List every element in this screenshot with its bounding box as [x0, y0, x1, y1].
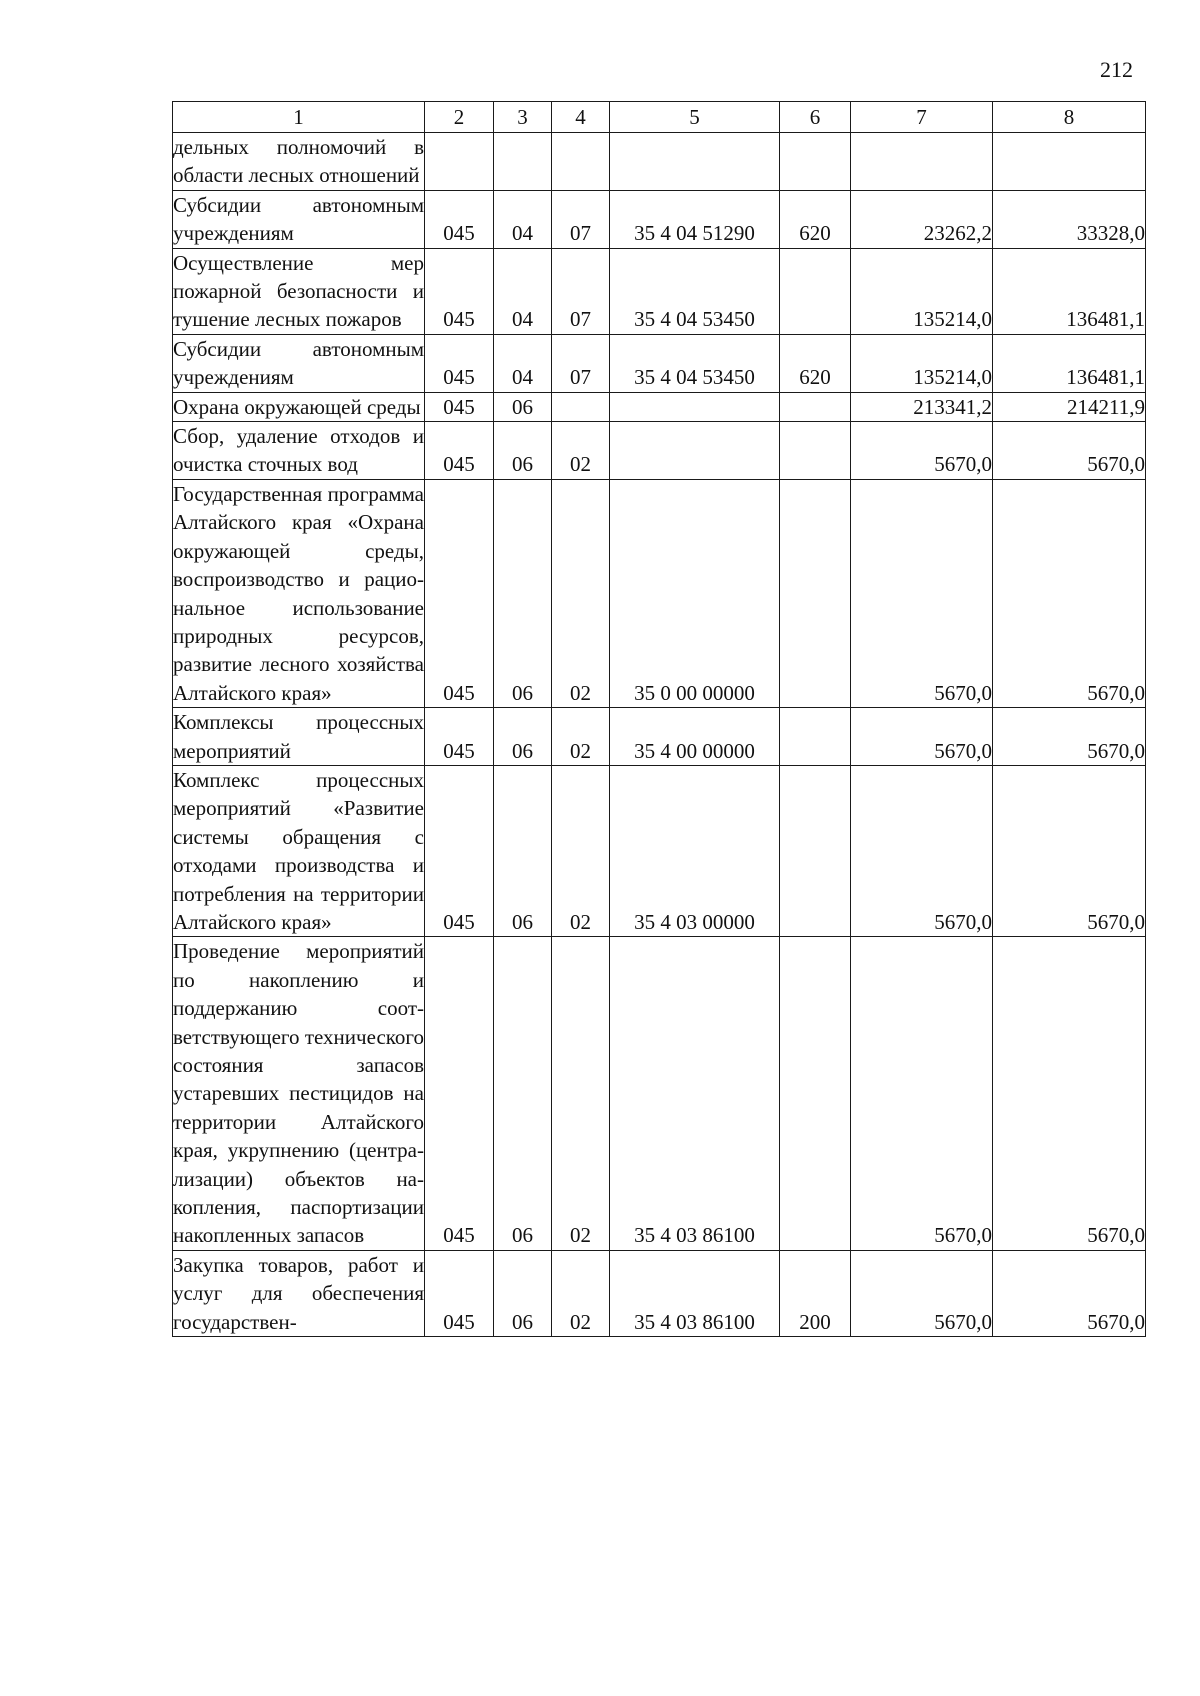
row-name: Комплексы процессных мероприятий — [173, 708, 425, 766]
table-row — [173, 765, 1146, 936]
col-header-8: 8 — [993, 102, 1146, 133]
cell-ministry: 045 — [425, 422, 494, 480]
cell-amount-2 — [993, 133, 1146, 191]
cell-section: 06 — [494, 422, 552, 480]
budget-table — [172, 101, 1146, 1337]
table-row — [173, 392, 1146, 421]
cell-amount-2: 214211,9 — [993, 392, 1146, 421]
cell-section: 06 — [494, 392, 552, 421]
cell-subsection: 02 — [552, 479, 610, 707]
row-name: дельных полномочий в области лесных отношений — [173, 133, 425, 191]
cell-target-article — [610, 422, 780, 480]
cell-ministry: 045 — [425, 248, 494, 334]
cell-target-article: 35 0 00 00000 — [610, 479, 780, 707]
table-row — [173, 248, 1146, 334]
cell-amount-1: 5670,0 — [851, 765, 993, 936]
cell-section: 06 — [494, 765, 552, 936]
col-header-4: 4 — [552, 102, 610, 133]
col-header-3: 3 — [494, 102, 552, 133]
cell-amount-2: 5670,0 — [993, 937, 1146, 1250]
col-header-1: 1 — [173, 102, 425, 133]
cell-expense-type: 200 — [780, 1250, 851, 1336]
cell-subsection: 07 — [552, 190, 610, 248]
row-name: Сбор, удаление отходов и очистка сточных вод — [173, 422, 425, 480]
cell-subsection: 02 — [552, 937, 610, 1250]
cell-amount-1: 213341,2 — [851, 392, 993, 421]
cell-target-article: 35 4 04 53450 — [610, 334, 780, 392]
cell-amount-1: 5670,0 — [851, 708, 993, 766]
cell-section — [494, 133, 552, 191]
cell-amount-2: 5670,0 — [993, 708, 1146, 766]
cell-amount-1: 23262,2 — [851, 190, 993, 248]
cell-expense-type — [780, 708, 851, 766]
cell-section: 06 — [494, 708, 552, 766]
table-row — [173, 708, 1146, 766]
cell-section: 04 — [494, 334, 552, 392]
col-header-5: 5 — [610, 102, 780, 133]
cell-target-article: 35 4 04 51290 — [610, 190, 780, 248]
row-name: Комплекс процессных мероприятий «Развитие системы обращения с отходами производства и потребления на территории Алтайского края» — [173, 765, 425, 936]
cell-expense-type — [780, 765, 851, 936]
cell-ministry: 045 — [425, 1250, 494, 1336]
table-row — [173, 1250, 1146, 1336]
cell-amount-1: 5670,0 — [851, 479, 993, 707]
page-number: 212 — [1100, 57, 1133, 82]
cell-ministry: 045 — [425, 937, 494, 1250]
table-row — [173, 422, 1146, 480]
cell-expense-type — [780, 937, 851, 1250]
cell-section: 06 — [494, 937, 552, 1250]
cell-target-article: 35 4 00 00000 — [610, 708, 780, 766]
cell-ministry: 045 — [425, 334, 494, 392]
cell-amount-2: 136481,1 — [993, 248, 1146, 334]
cell-subsection: 02 — [552, 708, 610, 766]
cell-subsection: 07 — [552, 248, 610, 334]
row-name: Проведение мероприятий по накоплению и поддержанию соответствующего технического состояния запасов устаревших пестицидов на территории Алтайского края, укрупнению (централизации) объектов накопления, паспортизации накопленных запасов — [173, 937, 425, 1250]
cell-amount-1: 5670,0 — [851, 937, 993, 1250]
cell-target-article: 35 4 03 86100 — [610, 1250, 780, 1336]
cell-ministry: 045 — [425, 765, 494, 936]
table-row — [173, 479, 1146, 707]
cell-amount-1: 5670,0 — [851, 422, 993, 480]
cell-amount-1 — [851, 133, 993, 191]
cell-subsection — [552, 133, 610, 191]
cell-ministry: 045 — [425, 479, 494, 707]
cell-amount-2: 136481,1 — [993, 334, 1146, 392]
cell-amount-2: 5670,0 — [993, 1250, 1146, 1336]
cell-expense-type — [780, 479, 851, 707]
cell-target-article: 35 4 03 00000 — [610, 765, 780, 936]
cell-target-article — [610, 392, 780, 421]
row-name: Осуществление мер пожарной безопасности и тушение лесных пожаров — [173, 248, 425, 334]
cell-amount-2: 5670,0 — [993, 422, 1146, 480]
cell-target-article — [610, 133, 780, 191]
col-header-7: 7 — [851, 102, 993, 133]
cell-section: 04 — [494, 248, 552, 334]
row-name: Субсидии автономным учреждениям — [173, 190, 425, 248]
cell-expense-type: 620 — [780, 190, 851, 248]
row-name: Охрана окружающей среды — [173, 392, 425, 421]
cell-section: 06 — [494, 479, 552, 707]
cell-expense-type: 620 — [780, 334, 851, 392]
cell-section: 06 — [494, 1250, 552, 1336]
cell-target-article: 35 4 03 86100 — [610, 937, 780, 1250]
cell-subsection: 02 — [552, 422, 610, 480]
cell-expense-type — [780, 133, 851, 191]
col-header-6: 6 — [780, 102, 851, 133]
cell-subsection: 02 — [552, 765, 610, 936]
table-row — [173, 937, 1146, 1250]
cell-expense-type — [780, 392, 851, 421]
cell-target-article: 35 4 04 53450 — [610, 248, 780, 334]
col-header-2: 2 — [425, 102, 494, 133]
cell-ministry — [425, 133, 494, 191]
cell-expense-type — [780, 422, 851, 480]
table-row — [173, 190, 1146, 248]
row-name: Закупка товаров, работ и услуг для обеспечения государствен- — [173, 1250, 425, 1336]
cell-subsection: 02 — [552, 1250, 610, 1336]
cell-subsection — [552, 392, 610, 421]
cell-amount-1: 135214,0 — [851, 248, 993, 334]
cell-amount-2: 33328,0 — [993, 190, 1146, 248]
cell-subsection: 07 — [552, 334, 610, 392]
row-name: Государственная программа Алтайского края «Охрана окружающей среды, воспроизводство и рациональное использование природных ресурсов, развитие лесного хозяйства Алтайского края» — [173, 479, 425, 707]
table-row — [173, 334, 1146, 392]
row-name: Субсидии автономным учреждениям — [173, 334, 425, 392]
table-row — [173, 133, 1146, 191]
cell-ministry: 045 — [425, 190, 494, 248]
cell-section: 04 — [494, 190, 552, 248]
cell-amount-2: 5670,0 — [993, 765, 1146, 936]
header-row — [173, 102, 1146, 133]
cell-ministry: 045 — [425, 708, 494, 766]
cell-amount-1: 135214,0 — [851, 334, 993, 392]
cell-amount-1: 5670,0 — [851, 1250, 993, 1336]
cell-ministry: 045 — [425, 392, 494, 421]
cell-expense-type — [780, 248, 851, 334]
cell-amount-2: 5670,0 — [993, 479, 1146, 707]
